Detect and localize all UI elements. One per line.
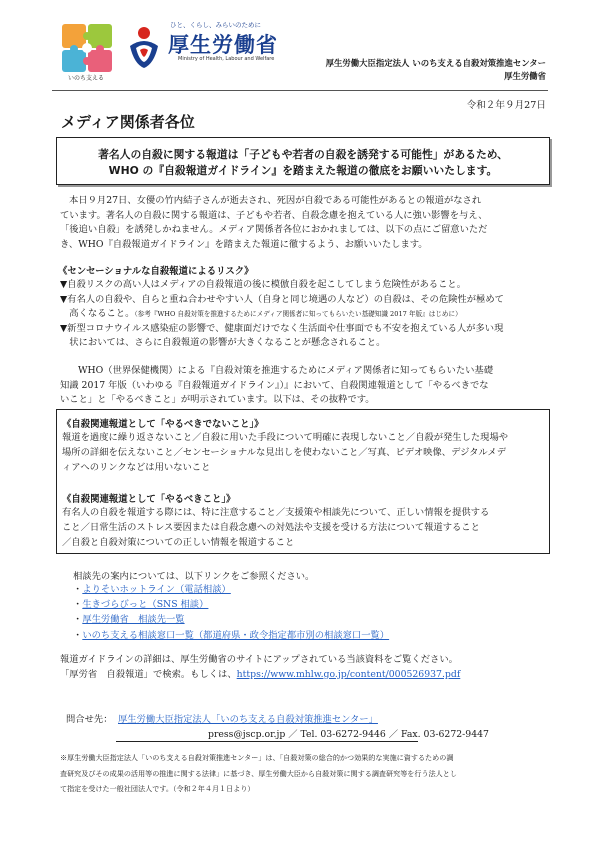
link-ikizurabit[interactable]: 生きづらびっと（SNS 相談） [82, 599, 209, 611]
guideline-pdf-link[interactable]: https://www.mhlw.go.jp/content/000526937.pdf [236, 669, 461, 680]
addressee: メディア関係者各位 [61, 113, 195, 131]
guide-line [60, 667, 460, 682]
risk-item: ▼有名人の自殺や、自らと重ね合わせやすい人（自身と同じ境遇の人など）の自殺は、その危険性が極めて [60, 293, 504, 305]
jscp-logo-caption: いのち支える [67, 75, 104, 82]
title-line-1: 著名人の自殺に関する報道は「子どもや若者の自殺を誘発する可能性」があるため、 [98, 148, 508, 161]
intro-line: 「後追い自殺」を誘発しかねません。メディア関係者各位におかれましては、以下の点にご留意いただ [60, 224, 488, 236]
dont-line: 場所の詳細を伝えないこと／センセーショナルな見出しを使わないこと／写真、ビデオ映像、デジタルメデ [62, 446, 507, 458]
guide-line: 報道ガイドラインの詳細は、厚生労働省のサイトにアップされている当該資料をご覧ください。 [60, 654, 458, 665]
mhlw-logo-english: Ministry of Health, Labour and Welfare [178, 56, 275, 62]
jscp-puzzle-logo [60, 22, 114, 80]
guide-search-text: 「厚労省 自殺報道」で検索。もしくは、 [60, 669, 237, 680]
bullet: ・ [73, 584, 83, 595]
bullet: ・ [73, 614, 83, 626]
consult-link-row [73, 597, 389, 612]
guideline-detail [60, 652, 460, 682]
consult-link-list [73, 582, 389, 643]
who-line: いこと」と「やるべきこと」が明示されています。以下は、その抜粋です。 [60, 394, 375, 406]
risk-item-text: 高くなること。 [60, 308, 135, 320]
consult-intro: 相談先の案内については、以下リンクをご参照ください。 [73, 571, 315, 582]
risk-heading: 《センセーショナルな自殺報道によるリスク》 [58, 266, 254, 277]
footnote-line: ※厚生労働大臣指定法人「いのち支える自殺対策推進センター」は、「自殺対策の総合的かつ効果的な実施に資するための調 [60, 753, 454, 762]
contact-org-link[interactable]: 厚生労働大臣指定法人「いのち支える自殺対策推進センター」 [118, 714, 378, 725]
dont-line: 報道を過度に繰り返さないこと／自殺に用いた手段について明確に表現しないこと／自殺が発生した現場や [62, 432, 509, 443]
contact-underline [116, 741, 418, 742]
link-prefecture-consult-list[interactable]: いのち支える相談窓口一覧（都道府県・政令指定都市別の相談窓口一覧） [82, 629, 390, 641]
intro-line: 本日９月27日、女優の竹内結子さんが逝去され、死因が自殺である可能性があるとの報道がなされ [69, 195, 482, 206]
footnote [60, 750, 548, 797]
link-mhlw-consult-list[interactable]: 厚生労働省 相談先一覧 [82, 614, 185, 626]
do-heading: 《自殺関連報道として「やるべきこと」》 [62, 494, 236, 505]
mhlw-logo-name: 厚生労働省 [168, 33, 278, 57]
intro-line: ています。著名人の自殺に関する報道は、子どもや若者、自殺念慮を抱えている人に強い影響を与え、 [60, 209, 488, 221]
dont-heading: 《自殺関連報道として「やるべきでないこと」》 [62, 419, 264, 430]
bullet: ・ [73, 629, 83, 641]
consult-link-row [73, 628, 389, 643]
title-line-2: WHO の『自殺報道ガイドライン』を踏まえた報道の徹底をお願いいたします。 [108, 164, 498, 177]
footnote-line: 査研究及びその成果の活用等の推進に関する法律」に基づき、厚生労働大臣から自殺対策に関する調査研究等を行う法人とし [60, 768, 457, 778]
who-line: WHO（世界保健機関）による『自殺対策を推進するためにメディア関係者に知ってもらいたい基礎 [78, 365, 494, 376]
bullet: ・ [73, 599, 83, 611]
contact-label: 問合せ先： [66, 714, 113, 725]
dont-line: ィアへのリンクなどは用いないこと [62, 461, 211, 473]
risk-item: ▼自殺リスクの高い人はメディアの自殺報道の後に模倣自殺を起こしてしまう危険性があること。 [60, 279, 466, 290]
reference-note: （参考『WHO 自殺対策を推進するためにメディア関係者に知ってもらいたい基礎知識 2017 年版』はじめに） [134, 310, 462, 319]
consult-link-row [73, 612, 389, 627]
footnote-line: て指定を受けた一般社団法人です。（令和２年４月１日より） [60, 784, 255, 793]
header-org-line-2: 厚生労働省 [504, 71, 546, 81]
mhlw-tagline: ひと、くらし、みらいのために [170, 21, 261, 29]
guideline-excerpt-box [56, 409, 550, 554]
do-line: 有名人の自殺を報道する際には、特に注意すること／支援策や相談先について、正しい情報を提供する [62, 507, 490, 518]
risk-item: ▼新型コロナウイルス感染症の影響で、健康面だけでなく生活面や仕事面でも不安を抱えている人が多い現 [60, 322, 504, 334]
risk-item: 状においては、さらに自殺報道の影響が大きくなることが懸念されること。 [60, 337, 386, 349]
header-org-line-1: 厚生労働大臣指定法人 いのち支える自殺対策推進センター [325, 58, 546, 68]
do-line: こと／日常生活のストレス要因または自殺念慮への対処法や支援を受ける方法について報道すること [62, 521, 480, 533]
risk-item-continued [60, 307, 548, 322]
intro-line: き、WHO『自殺報道ガイドライン』を踏まえた報道に徹するよう、お願いいたします。 [60, 238, 428, 250]
intro-paragraph [60, 194, 548, 252]
title-box [56, 137, 550, 185]
who-paragraph [60, 364, 548, 408]
link-yorisoi-hotline[interactable]: よりそいホットライン（電話相談） [82, 584, 231, 595]
document-date: 令和２年９月27日 [466, 100, 546, 111]
do-list [62, 506, 548, 550]
contact-details: press@jscp.or.jp ／ Tel. 03-6272-9446 ／ Fax. 03-6272-9447 [208, 729, 489, 740]
who-line: 知識 2017 年版（いわゆる『自殺報道ガイドライン』）』において、自殺関連報道として「やるべきでな [60, 379, 489, 391]
consult-link-row [73, 582, 389, 597]
mhlw-emblem-icon [124, 24, 164, 70]
header-divider [52, 90, 548, 91]
do-line: ／自殺と自殺対策についての正しい情報を報道すること [62, 536, 295, 548]
dont-list [62, 431, 548, 475]
risk-list [60, 278, 548, 351]
